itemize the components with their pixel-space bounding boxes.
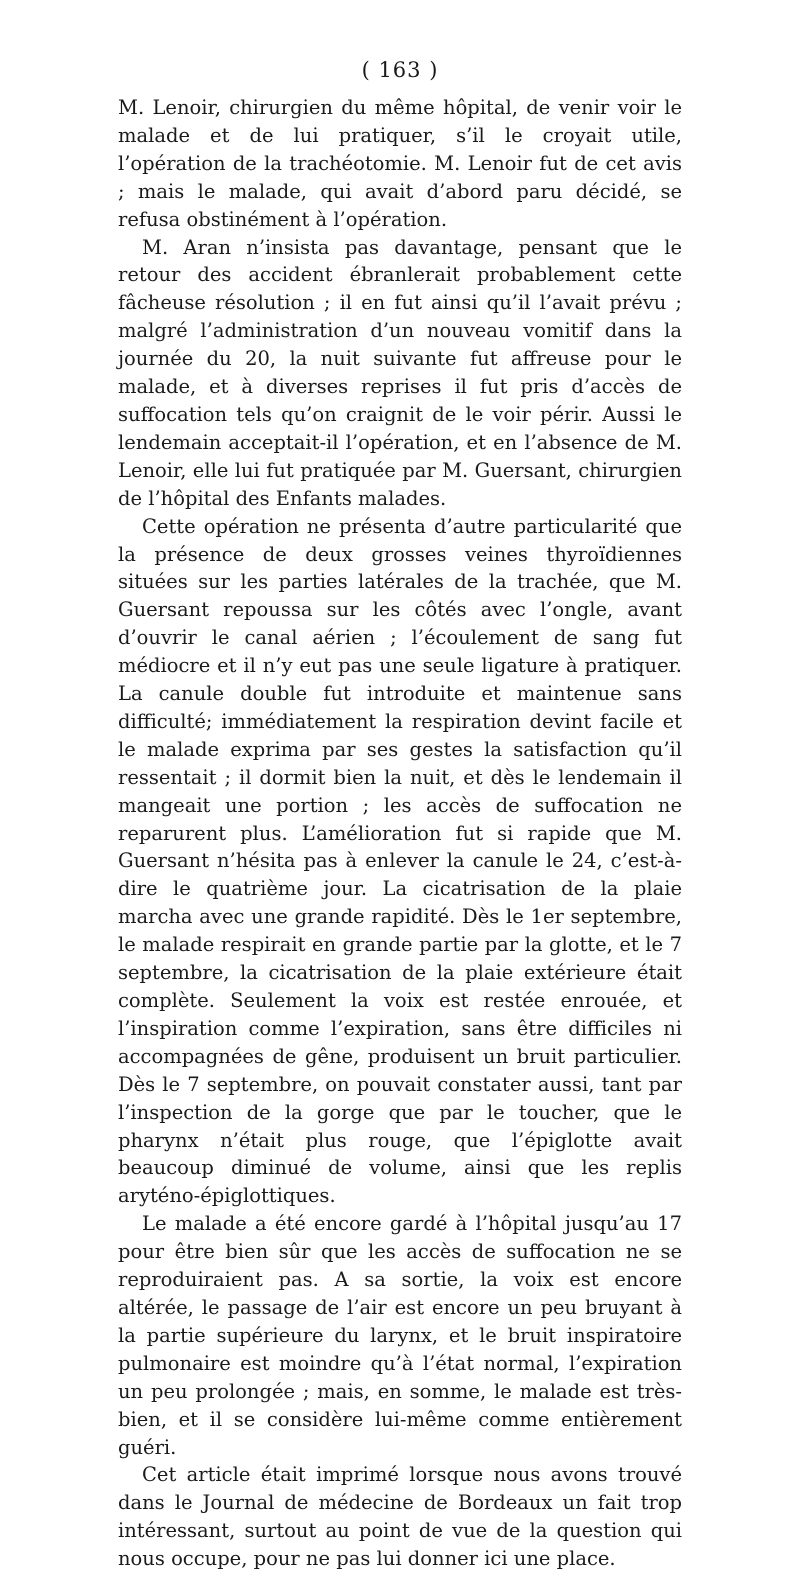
paragraph-3: Cette opération ne présenta d’autre particularité que la présence de deux grosses veines thyroïdiennes situées sur les parties latérales de la trachée, que M. Guersant repoussa sur les côtés avec l’ongle, avant d’ouvrir le canal aérien ; l’écoulement de sang fut médiocre et il n’y eut pas une seule ligature à pratiquer. La canule double fut introduite et maintenue sans difficulté; immédiatement la respiration devint facile et le malade exprima par ses gestes la satisfaction qu’il ressentait ; il dormit bien la nuit, et dès le lendemain il mangeait une portion ; les accès de suffocation ne reparurent plus. L’amélioration fut si rapide que M. Guersant n’hésita pas à enlever la canule le 24, c’est-à-dire le quatrième jour. La cicatrisation de la plaie marcha avec une grande rapidité. Dès le 1er septembre, le malade respirait en grande partie par la glotte, et le 7 septembre, la cicatrisation de la plaie extérieure était complète. Seulement la voix est restée enrouée, et l’inspiration comme l’expiration, sans être difficiles ni accompagnées de gêne, produisent un bruit particulier. Dès le 7 septembre, on pouvait constater aussi, tant par l’inspection de la gorge que par le toucher, que le pharynx n’était plus rouge, que l’épiglotte avait beaucoup diminué de volume, ainsi que les replis aryténo-épiglottiques. xyxy=(118,514,682,1208)
paragraph-2: M. Aran n’insista pas davantage, pensant que le retour des accident ébranlerait probablement cette fâcheuse résolution ; il en fut ainsi qu’il l’avait prévu ; malgré l’administration d’un nouveau vomitif dans la journée du 20, la nuit suivante fut affreuse pour le malade, et à diverses reprises il fut pris d’accès de suffocation tels qu’on craignit de le voir périr. Aussi le lendemain acceptait-il l’opération, et en l’absence de M. Lenoir, elle lui fut pratiquée par M. Guersant, chirurgien de l’hôpital des Enfants malades. xyxy=(118,235,682,510)
paragraph-1: M. Lenoir, chirurgien du même hôpital, de venir voir le malade et de lui pratiquer, s’il le croyait utile, l’opération de la trachéotomie. M. Lenoir fut de cet avis ; mais le malade, qui avait d’abord paru décidé, se refusa obstinément à l’opération. xyxy=(118,96,682,231)
page-number: ( 163 ) xyxy=(361,58,439,82)
paragraph-5: Cet article était imprimé lorsque nous avons trouvé dans le Journal de médecine de Bordeaux un fait trop intéressant, surtout au point de vue de la question qui nous occupe, pour ne pas lui donner ici une place. xyxy=(118,1463,682,1571)
paragraph-4: Le malade a été encore gardé à l’hôpital jusqu’au 17 pour être bien sûr que les accès de suffocation ne se reproduiraient pas. A sa sortie, la voix est encore altérée, le passage de l’air est encore un peu bruyant à la partie supérieure du larynx, et le bruit inspiratoire pulmonaire est moindre qu’à l’état normal, l’expiration un peu prolongée ; mais, en somme, le malade est très-bien, et il se considère lui-même comme entièrement guéri. xyxy=(118,1212,682,1459)
